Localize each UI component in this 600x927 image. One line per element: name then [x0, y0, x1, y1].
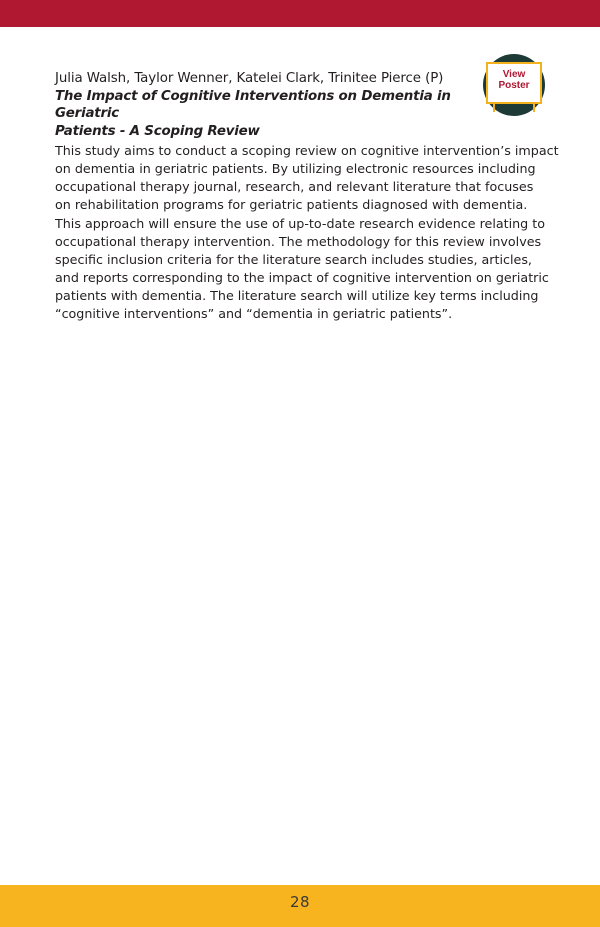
- view-poster-label-line1: View: [502, 69, 526, 80]
- abstract-line: on rehabilitation programs for geriatric patients diagnosed with dementia.: [55, 197, 528, 213]
- page-number: 28: [289, 893, 311, 911]
- abstract-line: This study aims to conduct a scoping review on cognitive intervention’s impact: [55, 143, 559, 158]
- abstract-title: [55, 88, 455, 141]
- abstract-line: specific inclusion criteria for the literature search includes studies, articles,: [55, 251, 532, 267]
- author-list: Julia Walsh, Taylor Wenner, Katelei Clark, Trinitee Pierce (P): [55, 71, 444, 86]
- abstract-line: occupational therapy intervention. The methodology for this review involves: [55, 233, 542, 249]
- abstract-title-line: The Impact of Cognitive Interventions on Dementia in Geriatric: [55, 88, 451, 121]
- abstract-line: and reports corresponding to the impact of cognitive intervention on geriatric: [55, 270, 549, 286]
- abstract-line: patients with dementia. The literature search will utilize key terms including: [55, 288, 539, 304]
- sign-leg-left: [493, 103, 495, 112]
- abstract-line: on dementia in geriatric patients. By utilizing electronic resources including: [55, 161, 536, 177]
- abstract-line: This approach will ensure the use of up-to-date research evidence relating to: [55, 215, 545, 231]
- view-poster-label-line2: Poster: [498, 80, 530, 91]
- abstract-line: “cognitive interventions” and “dementia in geriatric patients”.: [55, 306, 453, 322]
- sign-leg-right: [533, 103, 535, 112]
- abstract-entry: [55, 70, 559, 324]
- view-poster-button[interactable]: [483, 54, 545, 116]
- abstract-line: occupational therapy journal, research, and relevant literature that focuses: [55, 179, 534, 195]
- header-bar: [0, 0, 600, 27]
- abstract-body: [55, 142, 559, 324]
- abstract-title-line: Patients - A Scoping Review: [55, 123, 260, 139]
- view-poster-sign-icon: [486, 62, 542, 104]
